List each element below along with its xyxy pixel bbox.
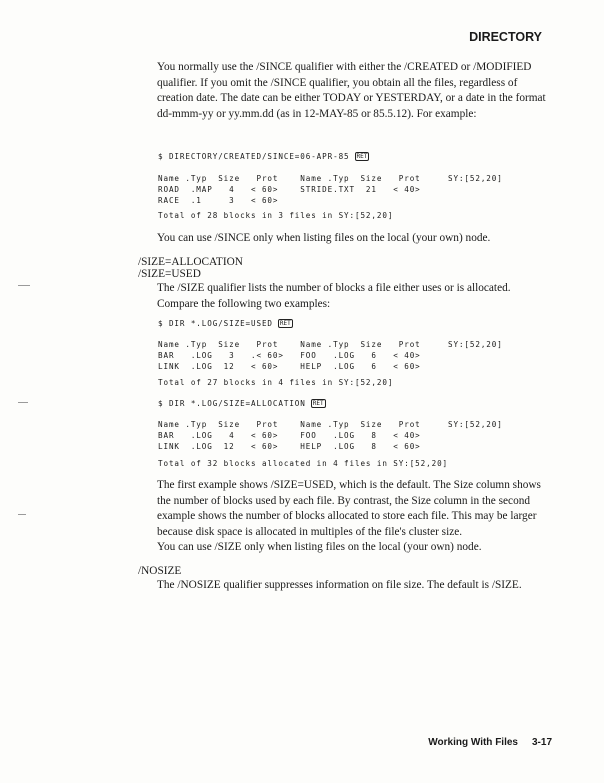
size-note-paragraph: You can use /SIZE only when listing files on the local (your own) node. — [157, 541, 482, 553]
size-allocation-command-text: $ DIR *.LOG/SIZE=ALLOCATION — [158, 399, 306, 408]
listing-line: LINK .LOG 12 < 60> HELP .LOG 8 < 60> — [158, 442, 421, 451]
size-intro-paragraph: The /SIZE qualifier lists the number of blocks a file either uses or is allocated. Compare the following two examples: — [157, 282, 511, 310]
size-allocation-total-line: Total of 32 blocks allocated in 4 files in SY:[52,20] — [158, 459, 449, 468]
listing-line: ROAD .MAP 4 < 60> STRIDE.TXT 21 < 40> — [158, 185, 421, 194]
size-used-listing — [158, 339, 503, 372]
since-total-line: Total of 28 blocks in 3 files in SY:[52,20] — [158, 211, 394, 220]
qualifier-nosize: /NOSIZE — [138, 565, 182, 577]
since-listing — [158, 173, 503, 206]
since-note-paragraph: You can use /SINCE only when listing files on the local (your own) node. — [157, 232, 491, 244]
since-intro-paragraph: You normally use the /SINCE qualifier with either the /CREATED or /MODIFIED qualifier. If you omit the /SINCE qualifier, you obtain all the files, regardless of creation date. The date can be either TODAY or YESTERDAY, or a date in the format dd-mmm-yy or yy.mm.dd (as in 12-MAY-85 or 85.5.12). For example: — [157, 61, 546, 120]
size-used-command-text: $ DIR *.LOG/SIZE=USED — [158, 319, 273, 328]
margin-mark — [18, 285, 30, 286]
return-key-icon: RET — [312, 400, 324, 407]
page-footer — [428, 737, 552, 748]
footer-section-title: Working With Files — [428, 737, 518, 748]
qualifier-size-used: /SIZE=USED — [138, 268, 201, 280]
listing-line: Name .Typ Size Prot Name .Typ Size Prot SY:[52,20] — [158, 174, 503, 183]
return-key-icon: RET — [279, 320, 291, 327]
qualifier-size-allocation: /SIZE=ALLOCATION — [138, 256, 243, 268]
page-header-title: DIRECTORY — [469, 30, 542, 44]
margin-mark — [18, 402, 28, 403]
since-command-line — [158, 151, 369, 162]
footer-page-number: 3-17 — [531, 737, 552, 748]
size-used-total-line: Total of 27 blocks in 4 files in SY:[52,20] — [158, 378, 394, 387]
listing-line: LINK .LOG 12 < 60> HELP .LOG 6 < 60> — [158, 362, 421, 371]
listing-line: RACE .1 3 < 60> — [158, 196, 279, 205]
nosize-paragraph: The /NOSIZE qualifier suppresses information on file size. The default is /SIZE. — [157, 579, 522, 591]
listing-line: BAR .LOG 3 .< 60> FOO .LOG 6 < 40> — [158, 351, 421, 360]
size-allocation-listing — [158, 419, 503, 452]
since-command-text: $ DIRECTORY/CREATED/SINCE=06-APR-85 — [158, 152, 350, 161]
size-explain-paragraph: The first example shows /SIZE=USED, which is the default. The Size column shows the number of blocks used by each file. By contrast, the Size column in the second example shows the number of blocks allocated to store each file. This may be larger because disk space is allocated in multiples of the file's cluster size. — [157, 479, 541, 538]
size-allocation-command-line — [158, 398, 326, 409]
listing-line: Name .Typ Size Prot Name .Typ Size Prot SY:[52,20] — [158, 340, 503, 349]
return-key-icon: RET — [356, 153, 368, 160]
listing-line: Name .Typ Size Prot Name .Typ Size Prot SY:[52,20] — [158, 420, 503, 429]
size-used-command-line — [158, 318, 293, 329]
listing-line: BAR .LOG 4 < 60> FOO .LOG 8 < 40> — [158, 431, 421, 440]
margin-mark — [18, 514, 26, 515]
